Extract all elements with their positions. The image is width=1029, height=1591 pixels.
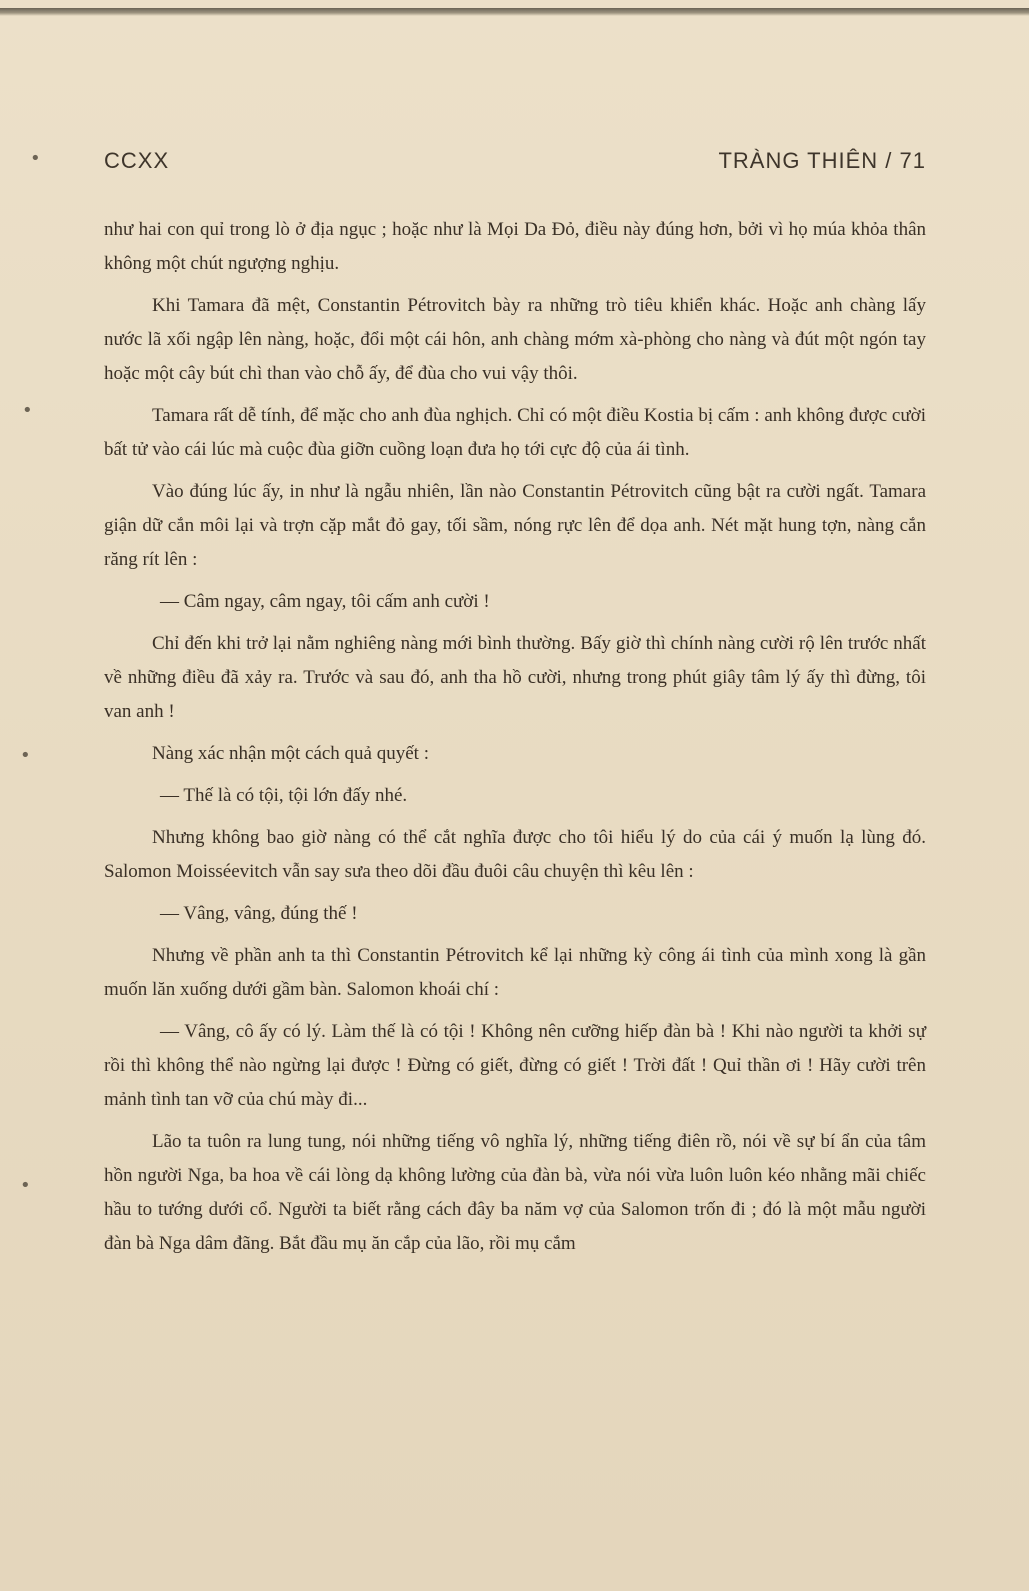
paragraph: Vào đúng lúc ấy, in như là ngẫu nhiên, lần nào Constantin Pétrovitch cũng bật ra cười ngất. Tamara giận dữ cắn môi lại và trợn cặp mắt đỏ gay, tối sầm, nóng rực lên để dọa anh. Nét mặt hung tợn, nàng cắn răng rít lên :	[104, 481, 926, 570]
header-right: TRÀNG THIÊN / 71	[718, 148, 926, 173]
dialogue-paragraph: — Vâng, vâng, đúng thế !	[160, 903, 358, 924]
running-header	[104, 148, 926, 178]
paragraph: như hai con quỉ trong lò ở địa ngục ; hoặc như là Mọi Da Đỏ, điều này đúng hơn, bởi vì họ múa khỏa thân không một chút ngượng nghịu.	[104, 219, 926, 274]
paragraph: Nhưng không bao giờ nàng có thể cắt nghĩa được cho tôi hiểu lý do của cái ý muốn lạ lùng đó. Salomon Moisséevitch vẫn say sưa theo dõi đầu đuôi câu chuyện thì kêu lên :	[104, 827, 926, 882]
dialogue-paragraph: — Vâng, cô ấy có lý. Làm thế là có tội ! Không nên cưỡng hiếp đàn bà ! Khi nào người ta khởi sự rồi thì không thể nào ngừng lại được ! Đừng có giết, đừng có giết ! Trời đất ! Quỉ thần ơi ! Hãy cười trên mảnh tình tan vỡ của chú mày đi...	[104, 1021, 926, 1110]
paragraph: Nàng xác nhận một cách quả quyết :	[152, 743, 429, 764]
paragraph: Lão ta tuôn ra lung tung, nói những tiếng vô nghĩa lý, những tiếng điên rồ, nói về sự bí ẩn của tâm hồn người Nga, ba hoa về cái lòng dạ không lường của đàn bà, vừa nói vừa luôn luôn kéo nhằng mãi chiếc hầu to tướng dưới cổ. Người ta biết rằng cách đây ba năm vợ của Salomon trốn đi ; đó là một mẫu người đàn bà Nga dâm đãng. Bắt đầu mụ ăn cắp của lão, rồi mụ cắm	[104, 1131, 926, 1254]
margin-speck: •	[20, 1175, 31, 1196]
page-top-edge	[0, 8, 1029, 16]
paragraph: Nhưng về phần anh ta thì Constantin Pétrovitch kể lại những kỳ công ái tình của mình xong là gần muốn lăn xuống dưới gầm bàn. Salomon khoái chí :	[104, 945, 926, 1000]
margin-speck: •	[20, 745, 31, 766]
dialogue-paragraph: — Câm ngay, câm ngay, tôi cấm anh cười !	[160, 591, 490, 612]
header-left: CCXX	[104, 148, 170, 173]
paragraph: Tamara rất dễ tính, để mặc cho anh đùa nghịch. Chỉ có một điều Kostia bị cấm : anh không được cười bất tử vào cái lúc mà cuộc đùa giỡn cuồng loạn đưa họ tới cực độ của ái tình.	[104, 405, 926, 460]
paragraph: Khi Tamara đã mệt, Constantin Pétrovitch bày ra những trò tiêu khiển khác. Hoặc anh chàng lấy nước lã xối ngập lên nàng, hoặc, đổi một cái hôn, anh chàng mớm xà-phòng cho nàng và đút một ngón tay hoặc một cây bút chì than vào chỗ ấy, để đùa cho vui vậy thôi.	[104, 295, 926, 384]
dialogue-paragraph: — Thế là có tội, tội lớn đấy nhé.	[160, 785, 408, 806]
paragraph: Chỉ đến khi trở lại nằm nghiêng nàng mới bình thường. Bấy giờ thì chính nàng cười rộ lên trước nhất về những điều đã xảy ra. Trước và sau đó, anh tha hồ cười, nhưng trong phút giây tâm lý ấy thì đừng, tôi van anh !	[104, 633, 926, 722]
body-text	[104, 213, 926, 1269]
margin-speck: •	[30, 148, 41, 169]
margin-speck: •	[22, 400, 33, 421]
